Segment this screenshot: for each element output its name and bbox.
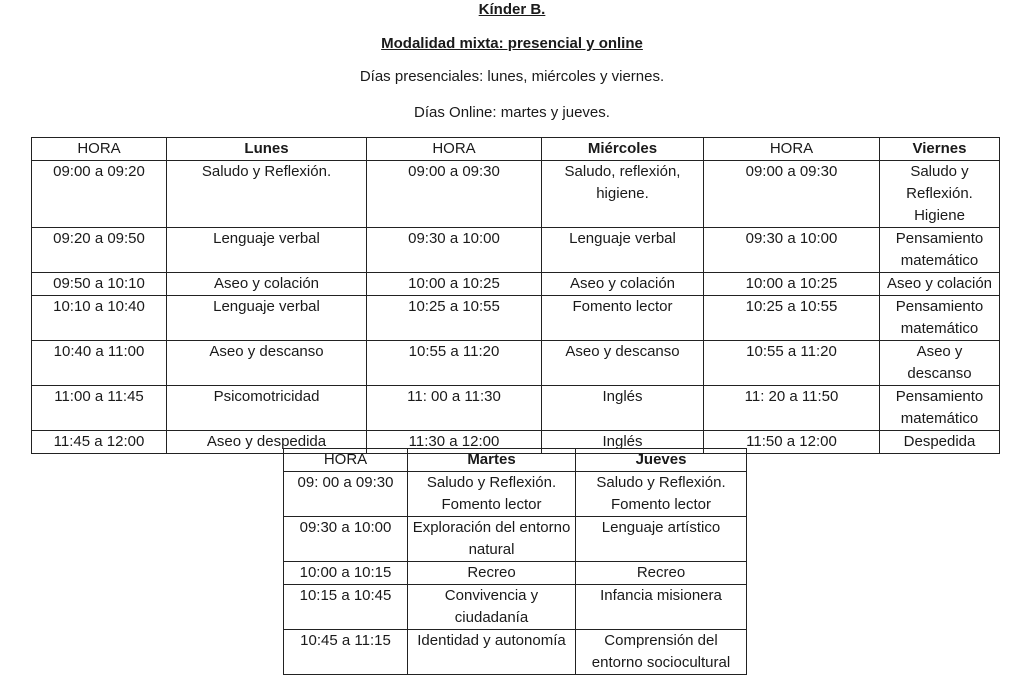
table-cell: Aseo y despedida xyxy=(167,431,367,454)
table-cell: Lenguaje verbal xyxy=(542,228,704,273)
table-cell: Fomento lector xyxy=(542,296,704,341)
table-cell: 09:30 a 10:00 xyxy=(704,228,880,273)
table-cell: 09:50 a 10:10 xyxy=(32,273,167,296)
table-cell: Saludo y Reflexión. Higiene xyxy=(880,161,1000,228)
table-row xyxy=(32,228,1000,273)
table-cell: 10:45 a 11:15 xyxy=(284,630,408,675)
table-cell: 11:50 a 12:00 xyxy=(704,431,880,454)
table-cell: Convivencia y ciudadanía xyxy=(408,585,576,630)
table-cell: 09:00 a 09:30 xyxy=(704,161,880,228)
table-cell: 11:00 a 11:45 xyxy=(32,386,167,431)
table-cell: Saludo y Reflexión. xyxy=(167,161,367,228)
table-cell: Aseo y descanso xyxy=(880,341,1000,386)
document-title: Kínder B. xyxy=(478,1,546,18)
table-cell: Comprensión del entorno sociocultural xyxy=(576,630,747,675)
table-cell: 10:40 a 11:00 xyxy=(32,341,167,386)
header-cell: HORA xyxy=(367,138,542,161)
table-cell: Aseo y descanso xyxy=(542,341,704,386)
table-cell: Lenguaje verbal xyxy=(167,296,367,341)
table-cell: Exploración del entorno natural xyxy=(408,517,576,562)
table-cell: Saludo y Reflexión. Fomento lector xyxy=(408,472,576,517)
online-schedule-table xyxy=(283,448,747,675)
header-cell: HORA xyxy=(32,138,167,161)
table-row xyxy=(32,341,1000,386)
table-cell: Aseo y descanso xyxy=(167,341,367,386)
table-cell: 10:55 a 11:20 xyxy=(367,341,542,386)
header-cell: HORA xyxy=(704,138,880,161)
table-cell: 10:10 a 10:40 xyxy=(32,296,167,341)
table-cell: Inglés xyxy=(542,386,704,431)
header-cell: Miércoles xyxy=(542,138,704,161)
table-cell: Recreo xyxy=(408,562,576,585)
table-row xyxy=(284,472,747,517)
table-cell: 09:00 a 09:20 xyxy=(32,161,167,228)
presencial-days-note: Días presenciales: lunes, miércoles y viernes. xyxy=(359,68,665,85)
table-row xyxy=(284,585,747,630)
table-row xyxy=(284,630,747,675)
table-cell: 11:30 a 12:00 xyxy=(367,431,542,454)
table-header-row xyxy=(32,138,1000,161)
table-cell: 10:00 a 10:15 xyxy=(284,562,408,585)
table-cell: 10:25 a 10:55 xyxy=(704,296,880,341)
table-cell: Recreo xyxy=(576,562,747,585)
table-cell: 11: 20 a 11:50 xyxy=(704,386,880,431)
table-row xyxy=(32,386,1000,431)
header-cell: Martes xyxy=(408,449,576,472)
table-cell: 09:00 a 09:30 xyxy=(367,161,542,228)
table-cell: 11:45 a 12:00 xyxy=(32,431,167,454)
table-cell: Aseo y colación xyxy=(542,273,704,296)
online-days-note: Días Online: martes y jueves. xyxy=(414,104,610,121)
table-cell: 09:30 a 10:00 xyxy=(284,517,408,562)
table-cell: 10:55 a 11:20 xyxy=(704,341,880,386)
document-subtitle: Modalidad mixta: presencial y online xyxy=(381,35,643,52)
table-cell: Infancia misionera xyxy=(576,585,747,630)
table-cell: Psicomotricidad xyxy=(167,386,367,431)
table-cell: Identidad y autonomía xyxy=(408,630,576,675)
table-cell: 09:20 a 09:50 xyxy=(32,228,167,273)
table-row xyxy=(32,273,1000,296)
table-cell: 09:30 a 10:00 xyxy=(367,228,542,273)
header-cell: Viernes xyxy=(880,138,1000,161)
table-cell: 09: 00 a 09:30 xyxy=(284,472,408,517)
table-cell: 11: 00 a 11:30 xyxy=(367,386,542,431)
table-cell: Lenguaje verbal xyxy=(167,228,367,273)
table-cell: Pensamiento matemático xyxy=(880,386,1000,431)
table-cell: Despedida xyxy=(880,431,1000,454)
table-row xyxy=(32,161,1000,228)
table-cell: Saludo, reflexión, higiene. xyxy=(542,161,704,228)
presencial-schedule-table xyxy=(31,137,1000,454)
table-cell: Inglés xyxy=(542,431,704,454)
table-row xyxy=(284,517,747,562)
table-cell: Pensamiento matemático xyxy=(880,296,1000,341)
table-cell: 10:15 a 10:45 xyxy=(284,585,408,630)
header-cell: HORA xyxy=(284,449,408,472)
table-row xyxy=(32,296,1000,341)
table-header-row xyxy=(284,449,747,472)
table-cell: Aseo y colación xyxy=(167,273,367,296)
table-cell: Saludo y Reflexión. Fomento lector xyxy=(576,472,747,517)
table-row xyxy=(284,562,747,585)
table-cell: 10:00 a 10:25 xyxy=(367,273,542,296)
header-cell: Jueves xyxy=(576,449,747,472)
table-cell: Aseo y colación xyxy=(880,273,1000,296)
table-cell: Lenguaje artístico xyxy=(576,517,747,562)
header-cell: Lunes xyxy=(167,138,367,161)
table-cell: 10:25 a 10:55 xyxy=(367,296,542,341)
table-cell: Pensamiento matemático xyxy=(880,228,1000,273)
table-cell: 10:00 a 10:25 xyxy=(704,273,880,296)
